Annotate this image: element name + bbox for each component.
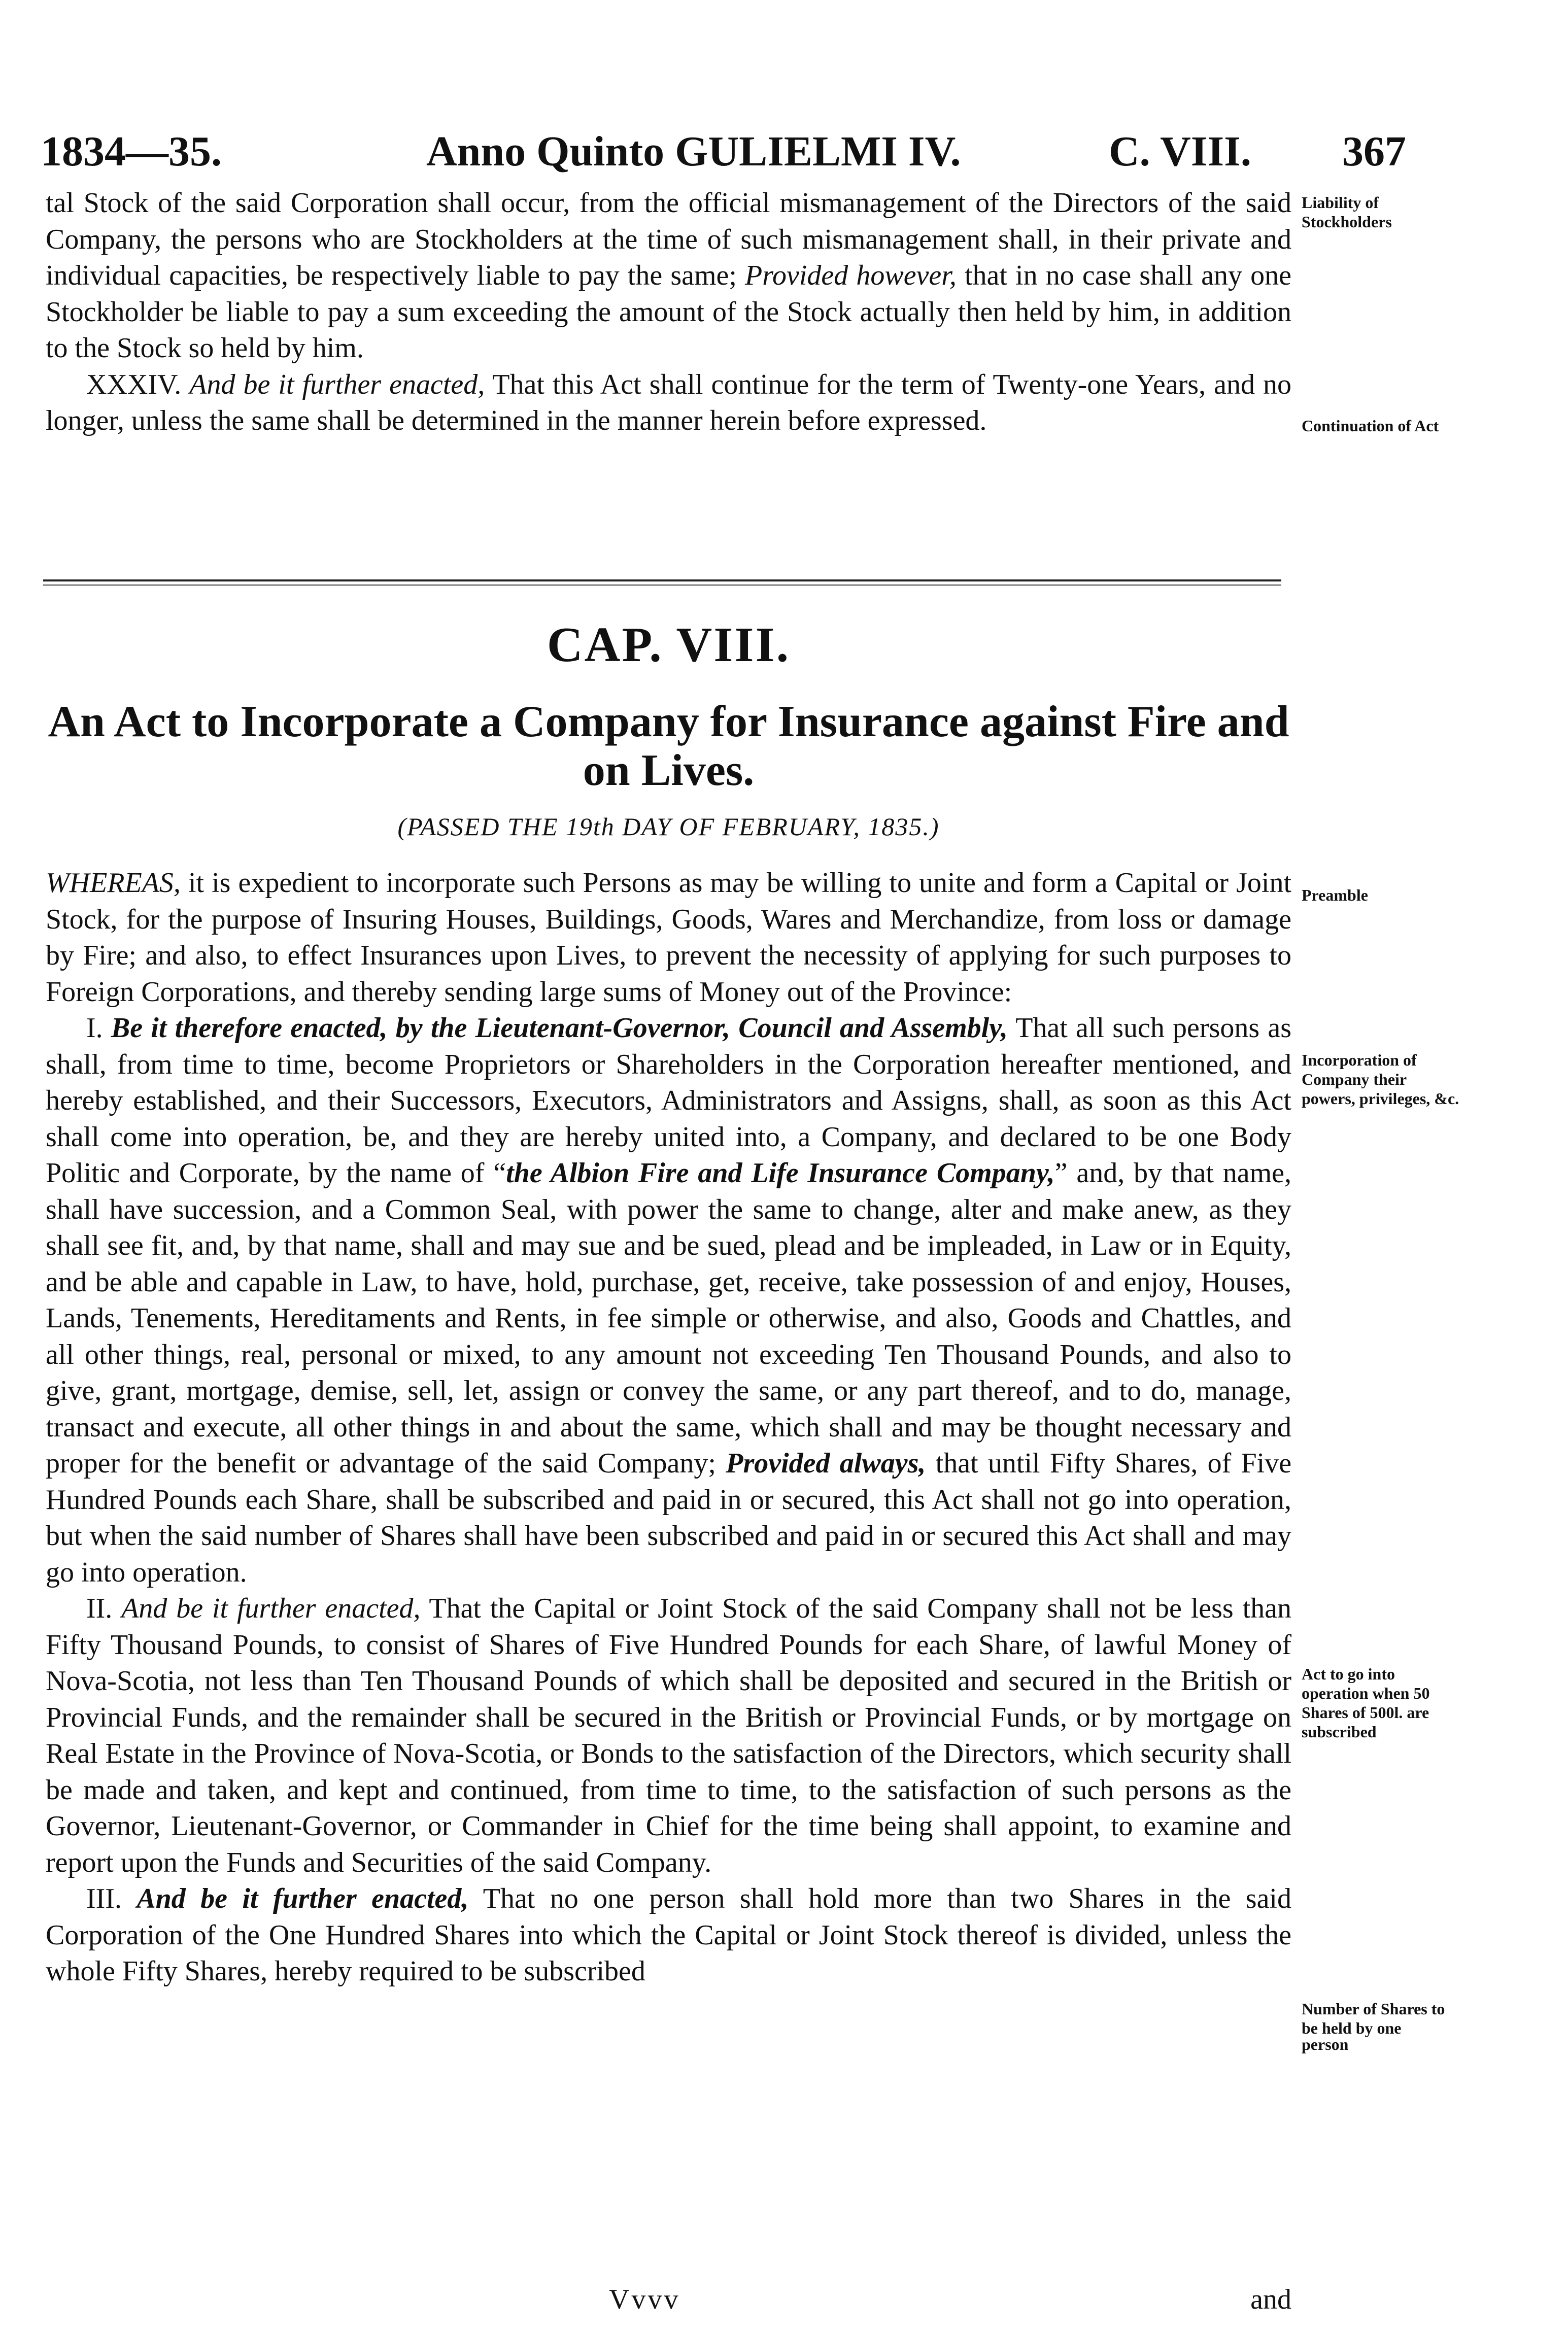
margin-note-operation: Act to go into operation when 50 Shares of 500l. are subscribed — [1302, 1665, 1430, 1741]
enacting-phrase: And be it further enacted, — [189, 368, 485, 400]
section-text: That this Act shall continue for the term of Twenty-one Years, and no longer, unless the same shall be determined in the manner herein before expressed. — [46, 368, 1292, 436]
section-i — [46, 1010, 1291, 1591]
enacting-phrase: And be it further enacted, — [121, 1593, 421, 1624]
section-number: XXXIV. — [86, 368, 182, 400]
page-number: 367 — [1342, 128, 1406, 175]
divider-rule — [43, 579, 1281, 581]
section-number: III. — [86, 1883, 122, 1914]
whereas-word: WHEREAS, — [46, 867, 181, 899]
catchword: and — [1250, 2284, 1291, 2315]
margin-note-incorporation: Incorporation of Company their powers, privileges, &c. — [1302, 1051, 1459, 1108]
margin-note-number-of-shares: Number of Shares to be held by one — [1302, 2000, 1445, 2037]
proviso-phrase: Provided however, — [745, 260, 957, 291]
para-text: tal Stock of the said Corporation shall occur, from the official mismanagement of the Directors of the said Company, the persons who are Stockholders at the time of such mismanagement shall, in their private and individual capacities, be respectively liable to pay the same; — [46, 187, 1291, 291]
margin-note-continuation: Continuation of Act — [1302, 417, 1439, 435]
preamble-text: it is expedient to incorporate such Persons as may be willing to unite and form a Capital or Joint Stock, for the purpose of Insuring Houses, Buildings, Goods, Wares and Merchandize, from loss or damage by Fire; and also, to effect Insurances upon Lives, to prevent the necessity of applying for such purposes to Foreign Corporations, and thereby sending large sums of Money out of the Province: — [46, 867, 1292, 1008]
header-years: 1834—35. — [41, 128, 222, 175]
section-iii — [46, 1881, 1291, 1990]
running-header — [41, 127, 1451, 183]
section-ii — [46, 1591, 1291, 1881]
section-number: II. — [86, 1593, 113, 1624]
section-text-b: ” and, by that name, shall have succession, and a Common Seal, with power the same to change, alter and make anew, as they shall see fit, and, by that name, shall and may sue and be sued, plead and be impleaded, in Law or in Equity, and be able and capable in Law, to have, hold, purchase, get, receive, take possession of and enjoy, Houses, Lands, Tenements, Hereditaments and Rents, in fee simple or otherwise, and also, Goods and Chattles, and all other things, real, personal or mixed, to any amount not exceeding Ten Thousand Pounds, and also to give, grant, mortgage, demise, sell, let, assign or convey the same, or any part thereof, and to do, manage, transact and execute, all other things in and about the same, which shall and may be thought necessary and proper for the benefit or advantage of the said Company; — [46, 1157, 1292, 1479]
chapter-heading: CAP. VIII. — [547, 617, 791, 672]
company-name: the Albion Fire and Life Insurance Company, — [506, 1157, 1055, 1189]
margin-note-preamble: Preamble — [1302, 886, 1368, 904]
section-text-c: that until Fifty Shares, of Five Hundred Pounds each Share, shall be subscribed and paid in or secured, this Act shall not go into operation, but when the said number of Shares shall have been subscribed and paid in or secured this Act shall and may go into operation. — [46, 1448, 1292, 1588]
margin-note-person: person — [1302, 2035, 1349, 2053]
section-text: That no one person shall hold more than two Shares in the said Corporation of the One Hundred Shares into which the Capital or Joint Stock thereof is divided, unless the whole Fifty Shares, hereby required to be subscribed — [46, 1883, 1291, 1987]
enacting-clause: Be it therefore enacted, by the Lieutenant-Governor, Council and Assembly, — [111, 1012, 1008, 1044]
preamble-paragraph — [46, 865, 1291, 1010]
para-text-2: that in no case shall any one Stockholder be liable to pay a sum exceeding the amount of the Stock actually then held by him, in addition to the Stock so held by him. — [46, 260, 1291, 364]
margin-note-liability: Liability of Stockholders — [1302, 193, 1392, 231]
page-footer — [46, 2283, 1291, 2319]
header-title: Anno Quinto GULIELMI IV. — [426, 128, 961, 175]
previous-act-text — [46, 185, 1291, 439]
enacting-phrase: And be it further enacted, — [137, 1883, 469, 1914]
section-number: I. — [86, 1012, 103, 1044]
paragraph-continuation — [46, 185, 1291, 367]
header-chapter: C. VIII. — [1109, 128, 1251, 175]
passed-date: (PASSED THE 19th DAY OF FEBRUARY, 1835.) — [397, 812, 940, 841]
act-title: An Act to Incorporate a Company for Insurance against Fire and on Lives. — [48, 697, 1289, 795]
section-xxxiv — [46, 367, 1291, 439]
divider-rule-thin — [43, 585, 1281, 586]
proviso-phrase: Provided always, — [726, 1448, 926, 1479]
act-body — [46, 865, 1291, 1990]
section-text: That the Capital or Joint Stock of the said Company shall not be less than Fifty Thousand Pounds, to consist of Shares of Five Hundred Pounds for each Share, of lawful Money of Nova-Scotia, not less than Ten Thousand Pounds of which shall be deposited and secured in the British or Provincial Funds, and the remainder shall be secured in the British or Provincial Funds, or by mortgage on Real Estate in the Province of Nova-Scotia, or Bonds to the satisfaction of the Directors, which security shall be made and taken, and kept and continued, from time to time, to the satisfaction of such persons as the Governor, Lieutenant-Governor, or Commander in Chief for the time being shall appoint, to examine and report upon the Funds and Securities of the said Company. — [46, 1593, 1291, 1878]
signature-mark: Vvvv — [609, 2284, 680, 2315]
section-text-a: That all such persons as shall, from time to time, become Proprietors or Shareholders in the Corporation hereafter mentioned, and hereby established, and their Successors, Executors, Administrators and Assigns, shall, as soon as this Act shall come into operation, be, and they are hereby united into, a Company, and declared to be one Body Politic and Corporate, by the name of “ — [46, 1012, 1291, 1189]
